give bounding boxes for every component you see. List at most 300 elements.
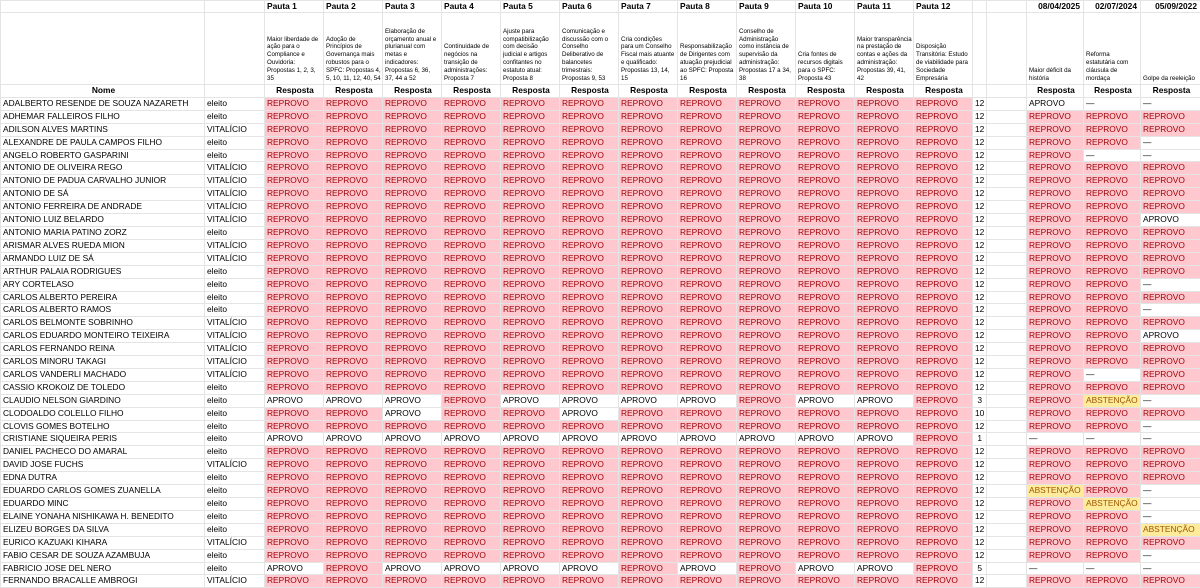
pauta-vote[interactable]: REPROVO bbox=[737, 162, 796, 175]
pauta-vote[interactable]: REPROVO bbox=[796, 175, 855, 188]
past-vote[interactable]: REPROVO bbox=[1027, 420, 1084, 433]
pauta-vote[interactable]: REPROVO bbox=[383, 214, 442, 227]
reprovo-count[interactable]: 12 bbox=[973, 420, 987, 433]
past-vote[interactable]: — bbox=[1141, 498, 1200, 511]
pauta-vote[interactable]: REPROVO bbox=[442, 304, 501, 317]
pauta-vote[interactable]: REPROVO bbox=[678, 407, 737, 420]
pauta-vote[interactable]: REPROVO bbox=[737, 252, 796, 265]
pauta-vote[interactable]: REPROVO bbox=[678, 485, 737, 498]
pauta-vote[interactable]: REPROVO bbox=[914, 446, 973, 459]
past-vote[interactable]: REPROVO bbox=[1027, 136, 1084, 149]
pauta-vote[interactable]: REPROVO bbox=[383, 252, 442, 265]
pauta-vote[interactable]: REPROVO bbox=[855, 201, 914, 214]
pauta-vote[interactable]: REPROVO bbox=[855, 575, 914, 588]
pauta-vote[interactable]: REPROVO bbox=[383, 356, 442, 369]
pauta-description[interactable]: Maior liberdade de ação para o Compliance e Ouvidoria: Propostas 1, 2, 3, 35 bbox=[265, 13, 324, 85]
pauta-title[interactable]: Pauta 5 bbox=[501, 1, 560, 13]
pauta-vote[interactable]: APROVO bbox=[855, 562, 914, 575]
pauta-vote[interactable]: REPROVO bbox=[855, 252, 914, 265]
pauta-vote[interactable]: REPROVO bbox=[501, 136, 560, 149]
pauta-vote[interactable]: REPROVO bbox=[796, 446, 855, 459]
reprovo-count[interactable]: 12 bbox=[973, 330, 987, 343]
resposta-header[interactable]: Resposta bbox=[855, 85, 914, 98]
past-vote[interactable]: REPROVO bbox=[1141, 536, 1200, 549]
pauta-vote[interactable]: REPROVO bbox=[560, 136, 619, 149]
pauta-vote[interactable]: REPROVO bbox=[501, 123, 560, 136]
past-vote[interactable]: REPROVO bbox=[1084, 472, 1141, 485]
past-vote[interactable]: REPROVO bbox=[1084, 252, 1141, 265]
member-status[interactable]: eleito bbox=[205, 472, 265, 485]
pauta-title[interactable]: Pauta 10 bbox=[796, 1, 855, 13]
past-vote[interactable]: REPROVO bbox=[1027, 394, 1084, 407]
past-vote[interactable]: REPROVO bbox=[1084, 343, 1141, 356]
pauta-vote[interactable]: REPROVO bbox=[442, 201, 501, 214]
pauta-vote[interactable]: REPROVO bbox=[678, 575, 737, 588]
pauta-vote[interactable]: REPROVO bbox=[442, 459, 501, 472]
pauta-vote[interactable]: REPROVO bbox=[796, 239, 855, 252]
pauta-vote[interactable]: APROVO bbox=[501, 562, 560, 575]
past-vote[interactable]: — bbox=[1027, 433, 1084, 446]
pauta-vote[interactable]: REPROVO bbox=[501, 175, 560, 188]
pauta-vote[interactable]: REPROVO bbox=[442, 485, 501, 498]
past-vote[interactable]: APROVO bbox=[1141, 330, 1200, 343]
past-vote[interactable]: REPROVO bbox=[1027, 407, 1084, 420]
pauta-vote[interactable]: REPROVO bbox=[501, 149, 560, 162]
pauta-vote[interactable]: REPROVO bbox=[796, 214, 855, 227]
pauta-vote[interactable]: REPROVO bbox=[796, 123, 855, 136]
pauta-vote[interactable]: REPROVO bbox=[442, 110, 501, 123]
pauta-vote[interactable]: REPROVO bbox=[324, 523, 383, 536]
vote-description[interactable]: Maior déficit da história bbox=[1027, 13, 1084, 85]
member-name[interactable]: EDNA DUTRA bbox=[1, 472, 205, 485]
pauta-vote[interactable]: REPROVO bbox=[796, 136, 855, 149]
past-vote[interactable]: REPROVO bbox=[1084, 291, 1141, 304]
pauta-vote[interactable]: REPROVO bbox=[383, 188, 442, 201]
pauta-vote[interactable]: REPROVO bbox=[796, 523, 855, 536]
pauta-vote[interactable]: REPROVO bbox=[855, 510, 914, 523]
past-vote[interactable]: REPROVO bbox=[1084, 201, 1141, 214]
pauta-vote[interactable]: REPROVO bbox=[796, 278, 855, 291]
past-vote[interactable]: REPROVO bbox=[1027, 252, 1084, 265]
pauta-vote[interactable]: REPROVO bbox=[914, 278, 973, 291]
pauta-vote[interactable]: REPROVO bbox=[501, 549, 560, 562]
pauta-vote[interactable]: REPROVO bbox=[619, 510, 678, 523]
pauta-vote[interactable]: REPROVO bbox=[265, 304, 324, 317]
pauta-vote[interactable]: REPROVO bbox=[442, 368, 501, 381]
pauta-vote[interactable]: REPROVO bbox=[442, 498, 501, 511]
pauta-vote[interactable]: REPROVO bbox=[737, 175, 796, 188]
pauta-vote[interactable]: REPROVO bbox=[737, 97, 796, 110]
pauta-vote[interactable]: REPROVO bbox=[560, 265, 619, 278]
resposta-header[interactable]: Resposta bbox=[324, 85, 383, 98]
pauta-vote[interactable]: REPROVO bbox=[501, 97, 560, 110]
member-name[interactable]: ADALBERTO RESENDE DE SOUZA NAZARETH bbox=[1, 97, 205, 110]
reprovo-count[interactable]: 12 bbox=[973, 149, 987, 162]
pauta-vote[interactable]: REPROVO bbox=[914, 536, 973, 549]
past-vote[interactable]: REPROVO bbox=[1027, 523, 1084, 536]
pauta-vote[interactable]: REPROVO bbox=[383, 472, 442, 485]
pauta-vote[interactable]: REPROVO bbox=[855, 472, 914, 485]
past-vote[interactable]: REPROVO bbox=[1141, 472, 1200, 485]
member-name[interactable]: DAVID JOSE FUCHS bbox=[1, 459, 205, 472]
past-vote[interactable]: REPROVO bbox=[1141, 459, 1200, 472]
past-vote[interactable]: REPROVO bbox=[1027, 343, 1084, 356]
member-name[interactable]: FABIO CESAR DE SOUZA AZAMBUJA bbox=[1, 549, 205, 562]
pauta-vote[interactable]: REPROVO bbox=[265, 381, 324, 394]
pauta-vote[interactable]: REPROVO bbox=[914, 123, 973, 136]
pauta-vote[interactable]: REPROVO bbox=[383, 446, 442, 459]
pauta-vote[interactable]: REPROVO bbox=[619, 446, 678, 459]
pauta-vote[interactable]: REPROVO bbox=[855, 188, 914, 201]
pauta-vote[interactable]: REPROVO bbox=[265, 214, 324, 227]
reprovo-count[interactable]: 12 bbox=[973, 136, 987, 149]
pauta-vote[interactable]: REPROVO bbox=[855, 265, 914, 278]
past-vote[interactable]: REPROVO bbox=[1027, 110, 1084, 123]
pauta-vote[interactable]: REPROVO bbox=[796, 162, 855, 175]
member-status[interactable]: eleito bbox=[205, 549, 265, 562]
reprovo-count[interactable]: 12 bbox=[973, 175, 987, 188]
pauta-vote[interactable]: REPROVO bbox=[560, 343, 619, 356]
pauta-vote[interactable]: APROVO bbox=[324, 394, 383, 407]
reprovo-count[interactable]: 12 bbox=[973, 472, 987, 485]
reprovo-count[interactable]: 12 bbox=[973, 549, 987, 562]
reprovo-count[interactable]: 12 bbox=[973, 446, 987, 459]
past-vote[interactable]: — bbox=[1141, 420, 1200, 433]
pauta-vote[interactable]: REPROVO bbox=[678, 510, 737, 523]
reprovo-count[interactable]: 12 bbox=[973, 575, 987, 588]
pauta-vote[interactable]: REPROVO bbox=[324, 459, 383, 472]
past-vote[interactable]: REPROVO bbox=[1141, 407, 1200, 420]
pauta-vote[interactable]: REPROVO bbox=[619, 97, 678, 110]
pauta-vote[interactable]: REPROVO bbox=[855, 523, 914, 536]
past-vote[interactable]: REPROVO bbox=[1084, 330, 1141, 343]
pauta-vote[interactable]: REPROVO bbox=[737, 381, 796, 394]
pauta-vote[interactable]: REPROVO bbox=[265, 368, 324, 381]
pauta-vote[interactable]: REPROVO bbox=[796, 459, 855, 472]
pauta-vote[interactable]: REPROVO bbox=[796, 304, 855, 317]
pauta-vote[interactable]: REPROVO bbox=[737, 498, 796, 511]
member-name[interactable]: ALEXANDRE DE PAULA CAMPOS FILHO bbox=[1, 136, 205, 149]
past-vote[interactable]: REPROVO bbox=[1027, 239, 1084, 252]
member-name[interactable]: CLOVIS GOMES BOTELHO bbox=[1, 420, 205, 433]
pauta-vote[interactable]: APROVO bbox=[560, 562, 619, 575]
reprovo-count[interactable]: 12 bbox=[973, 162, 987, 175]
resposta-header[interactable]: Resposta bbox=[1084, 85, 1141, 98]
pauta-vote[interactable]: REPROVO bbox=[796, 498, 855, 511]
pauta-vote[interactable]: REPROVO bbox=[619, 472, 678, 485]
pauta-vote[interactable]: REPROVO bbox=[501, 252, 560, 265]
pauta-vote[interactable]: REPROVO bbox=[265, 446, 324, 459]
past-vote[interactable]: REPROVO bbox=[1027, 381, 1084, 394]
past-vote[interactable]: REPROVO bbox=[1027, 317, 1084, 330]
pauta-vote[interactable]: REPROVO bbox=[855, 485, 914, 498]
pauta-vote[interactable]: REPROVO bbox=[678, 446, 737, 459]
pauta-vote[interactable]: REPROVO bbox=[560, 317, 619, 330]
past-vote[interactable]: REPROVO bbox=[1027, 226, 1084, 239]
pauta-vote[interactable]: REPROVO bbox=[324, 485, 383, 498]
pauta-vote[interactable]: REPROVO bbox=[855, 330, 914, 343]
pauta-vote[interactable]: REPROVO bbox=[383, 304, 442, 317]
pauta-vote[interactable]: REPROVO bbox=[442, 446, 501, 459]
pauta-vote[interactable]: REPROVO bbox=[796, 252, 855, 265]
pauta-vote[interactable]: REPROVO bbox=[678, 123, 737, 136]
pauta-vote[interactable]: REPROVO bbox=[737, 420, 796, 433]
pauta-vote[interactable]: REPROVO bbox=[324, 381, 383, 394]
pauta-vote[interactable]: REPROVO bbox=[324, 304, 383, 317]
pauta-vote[interactable]: REPROVO bbox=[442, 175, 501, 188]
past-vote[interactable]: REPROVO bbox=[1027, 368, 1084, 381]
past-vote[interactable]: REPROVO bbox=[1084, 459, 1141, 472]
pauta-vote[interactable]: REPROVO bbox=[265, 291, 324, 304]
pauta-vote[interactable]: REPROVO bbox=[796, 536, 855, 549]
pauta-vote[interactable]: REPROVO bbox=[383, 123, 442, 136]
pauta-vote[interactable]: REPROVO bbox=[442, 343, 501, 356]
past-vote[interactable]: — bbox=[1084, 562, 1141, 575]
pauta-vote[interactable]: REPROVO bbox=[796, 343, 855, 356]
pauta-vote[interactable]: APROVO bbox=[324, 433, 383, 446]
pauta-vote[interactable]: REPROVO bbox=[914, 175, 973, 188]
member-status[interactable]: eleito bbox=[205, 510, 265, 523]
pauta-vote[interactable]: REPROVO bbox=[914, 368, 973, 381]
pauta-vote[interactable]: APROVO bbox=[265, 562, 324, 575]
pauta-vote[interactable]: REPROVO bbox=[442, 278, 501, 291]
resposta-header[interactable]: Resposta bbox=[1027, 85, 1084, 98]
pauta-vote[interactable]: REPROVO bbox=[678, 149, 737, 162]
pauta-vote[interactable]: REPROVO bbox=[914, 394, 973, 407]
resposta-header[interactable]: Resposta bbox=[737, 85, 796, 98]
pauta-vote[interactable]: REPROVO bbox=[914, 265, 973, 278]
member-status[interactable]: VITALÍCIO bbox=[205, 239, 265, 252]
pauta-vote[interactable]: REPROVO bbox=[914, 214, 973, 227]
past-vote[interactable]: REPROVO bbox=[1084, 136, 1141, 149]
member-name[interactable]: ANTONIO DE OLIVEIRA REGO bbox=[1, 162, 205, 175]
member-status[interactable]: VITALÍCIO bbox=[205, 536, 265, 549]
pauta-vote[interactable]: REPROVO bbox=[560, 149, 619, 162]
pauta-vote[interactable]: REPROVO bbox=[619, 536, 678, 549]
pauta-description[interactable]: Continuidade de negócios na transição de administrações: Proposta 7 bbox=[442, 13, 501, 85]
pauta-vote[interactable]: REPROVO bbox=[619, 239, 678, 252]
pauta-vote[interactable]: REPROVO bbox=[442, 549, 501, 562]
past-vote[interactable]: — bbox=[1027, 562, 1084, 575]
pauta-vote[interactable]: REPROVO bbox=[265, 575, 324, 588]
reprovo-count[interactable]: 10 bbox=[973, 407, 987, 420]
pauta-vote[interactable]: REPROVO bbox=[265, 201, 324, 214]
pauta-vote[interactable]: REPROVO bbox=[383, 317, 442, 330]
pauta-vote[interactable]: REPROVO bbox=[501, 407, 560, 420]
pauta-vote[interactable]: REPROVO bbox=[678, 188, 737, 201]
vote-description[interactable]: Reforma estatutária com cláusula de mordaça bbox=[1084, 13, 1141, 85]
pauta-vote[interactable]: REPROVO bbox=[383, 575, 442, 588]
reprovo-count[interactable]: 3 bbox=[973, 394, 987, 407]
pauta-vote[interactable]: REPROVO bbox=[737, 356, 796, 369]
pauta-vote[interactable]: REPROVO bbox=[737, 278, 796, 291]
pauta-vote[interactable]: REPROVO bbox=[737, 394, 796, 407]
past-vote[interactable]: REPROVO bbox=[1141, 446, 1200, 459]
pauta-vote[interactable]: REPROVO bbox=[796, 317, 855, 330]
pauta-vote[interactable]: REPROVO bbox=[619, 368, 678, 381]
member-name[interactable]: ANTONIO DE SÁ bbox=[1, 188, 205, 201]
reprovo-count[interactable]: 5 bbox=[973, 562, 987, 575]
member-status[interactable]: eleito bbox=[205, 523, 265, 536]
pauta-vote[interactable]: REPROVO bbox=[619, 420, 678, 433]
member-name[interactable]: FABRICIO JOSE DEL NERO bbox=[1, 562, 205, 575]
past-vote[interactable]: — bbox=[1141, 304, 1200, 317]
pauta-vote[interactable]: REPROVO bbox=[619, 343, 678, 356]
past-vote[interactable]: REPROVO bbox=[1141, 175, 1200, 188]
pauta-vote[interactable]: REPROVO bbox=[324, 226, 383, 239]
pauta-vote[interactable]: REPROVO bbox=[737, 575, 796, 588]
pauta-vote[interactable]: REPROVO bbox=[855, 97, 914, 110]
pauta-vote[interactable]: REPROVO bbox=[619, 330, 678, 343]
pauta-vote[interactable]: REPROVO bbox=[855, 226, 914, 239]
pauta-vote[interactable]: REPROVO bbox=[324, 510, 383, 523]
pauta-vote[interactable]: REPROVO bbox=[737, 201, 796, 214]
vote-date[interactable]: 05/09/2022 bbox=[1141, 1, 1200, 13]
pauta-description[interactable]: Ajuste para compatibilização com decisão judicial e artigos confitantes no estatuto atual: Proposta 8 bbox=[501, 13, 560, 85]
pauta-vote[interactable]: REPROVO bbox=[442, 188, 501, 201]
pauta-description[interactable]: Adoção de Princípios de Governança mais robustos para o SPFC: Propostas 4, 5, 10, 11, 12, 40, 54 bbox=[324, 13, 383, 85]
pauta-vote[interactable]: REPROVO bbox=[855, 162, 914, 175]
member-status[interactable]: VITALÍCIO bbox=[205, 343, 265, 356]
pauta-vote[interactable]: REPROVO bbox=[560, 549, 619, 562]
pauta-vote[interactable]: REPROVO bbox=[737, 110, 796, 123]
pauta-vote[interactable]: REPROVO bbox=[855, 123, 914, 136]
pauta-vote[interactable]: REPROVO bbox=[796, 226, 855, 239]
pauta-vote[interactable]: REPROVO bbox=[442, 381, 501, 394]
pauta-vote[interactable]: REPROVO bbox=[914, 549, 973, 562]
resposta-header[interactable]: Resposta bbox=[1141, 85, 1200, 98]
pauta-vote[interactable]: REPROVO bbox=[737, 304, 796, 317]
member-name[interactable]: CARLOS ALBERTO RAMOS bbox=[1, 304, 205, 317]
pauta-vote[interactable]: REPROVO bbox=[619, 123, 678, 136]
member-name[interactable]: CARLOS FERNANDO REINA bbox=[1, 343, 205, 356]
pauta-vote[interactable]: REPROVO bbox=[914, 420, 973, 433]
past-vote[interactable]: REPROVO bbox=[1027, 265, 1084, 278]
member-status[interactable]: eleito bbox=[205, 226, 265, 239]
pauta-vote[interactable]: REPROVO bbox=[914, 239, 973, 252]
resposta-header[interactable]: Resposta bbox=[501, 85, 560, 98]
past-vote[interactable]: APROVO bbox=[1141, 214, 1200, 227]
pauta-vote[interactable]: REPROVO bbox=[855, 343, 914, 356]
pauta-vote[interactable]: REPROVO bbox=[383, 97, 442, 110]
member-name[interactable]: CLODOALDO COLELLO FILHO bbox=[1, 407, 205, 420]
pauta-vote[interactable]: REPROVO bbox=[855, 536, 914, 549]
pauta-description[interactable]: Conselho de Administração como instância de supervisão da administração: Propostas 17 a 34, 38 bbox=[737, 13, 796, 85]
pauta-vote[interactable]: REPROVO bbox=[914, 136, 973, 149]
member-name[interactable]: CASSIO KROKOIZ DE TOLEDO bbox=[1, 381, 205, 394]
pauta-vote[interactable]: REPROVO bbox=[796, 510, 855, 523]
member-name[interactable]: ARMANDO LUIZ DE SÁ bbox=[1, 252, 205, 265]
pauta-vote[interactable]: REPROVO bbox=[796, 575, 855, 588]
member-status[interactable]: eleito bbox=[205, 136, 265, 149]
pauta-vote[interactable]: REPROVO bbox=[324, 562, 383, 575]
pauta-vote[interactable]: REPROVO bbox=[678, 368, 737, 381]
pauta-vote[interactable]: REPROVO bbox=[265, 536, 324, 549]
past-vote[interactable]: REPROVO bbox=[1084, 304, 1141, 317]
past-vote[interactable]: REPROVO bbox=[1084, 407, 1141, 420]
pauta-vote[interactable]: REPROVO bbox=[501, 446, 560, 459]
pauta-vote[interactable]: REPROVO bbox=[678, 304, 737, 317]
pauta-vote[interactable]: APROVO bbox=[383, 562, 442, 575]
pauta-vote[interactable]: REPROVO bbox=[619, 265, 678, 278]
pauta-vote[interactable]: REPROVO bbox=[737, 343, 796, 356]
pauta-vote[interactable]: REPROVO bbox=[442, 291, 501, 304]
member-name[interactable]: ARY CORTELASO bbox=[1, 278, 205, 291]
pauta-vote[interactable]: REPROVO bbox=[383, 175, 442, 188]
pauta-vote[interactable]: REPROVO bbox=[265, 472, 324, 485]
pauta-vote[interactable]: REPROVO bbox=[560, 291, 619, 304]
pauta-vote[interactable]: REPROVO bbox=[678, 381, 737, 394]
pauta-vote[interactable]: REPROVO bbox=[619, 317, 678, 330]
member-name[interactable]: ELIZEU BORGES DA SILVA bbox=[1, 523, 205, 536]
past-vote[interactable]: REPROVO bbox=[1027, 278, 1084, 291]
reprovo-count[interactable]: 12 bbox=[973, 201, 987, 214]
member-status[interactable]: VITALÍCIO bbox=[205, 214, 265, 227]
past-vote[interactable]: REPROVO bbox=[1084, 162, 1141, 175]
pauta-vote[interactable]: REPROVO bbox=[383, 485, 442, 498]
pauta-vote[interactable]: REPROVO bbox=[383, 523, 442, 536]
pauta-vote[interactable]: REPROVO bbox=[619, 201, 678, 214]
member-status[interactable]: VITALÍCIO bbox=[205, 356, 265, 369]
member-name[interactable]: EURICO KAZUAKI KIHARA bbox=[1, 536, 205, 549]
pauta-vote[interactable]: REPROVO bbox=[324, 278, 383, 291]
pauta-vote[interactable]: REPROVO bbox=[914, 407, 973, 420]
pauta-vote[interactable]: REPROVO bbox=[678, 291, 737, 304]
pauta-vote[interactable]: REPROVO bbox=[914, 472, 973, 485]
member-status[interactable]: VITALÍCIO bbox=[205, 175, 265, 188]
pauta-vote[interactable]: REPROVO bbox=[442, 317, 501, 330]
reprovo-count[interactable]: 12 bbox=[973, 97, 987, 110]
vote-date[interactable]: 08/04/2025 bbox=[1027, 1, 1084, 13]
member-status[interactable]: eleito bbox=[205, 420, 265, 433]
pauta-vote[interactable]: REPROVO bbox=[678, 549, 737, 562]
pauta-vote[interactable]: APROVO bbox=[560, 394, 619, 407]
member-status[interactable]: VITALÍCIO bbox=[205, 459, 265, 472]
pauta-vote[interactable]: REPROVO bbox=[265, 188, 324, 201]
pauta-vote[interactable]: REPROVO bbox=[442, 239, 501, 252]
pauta-vote[interactable]: REPROVO bbox=[560, 252, 619, 265]
pauta-vote[interactable]: REPROVO bbox=[560, 123, 619, 136]
past-vote[interactable]: — bbox=[1141, 136, 1200, 149]
pauta-vote[interactable]: REPROVO bbox=[855, 356, 914, 369]
pauta-vote[interactable]: REPROVO bbox=[678, 265, 737, 278]
resposta-header[interactable]: Resposta bbox=[265, 85, 324, 98]
pauta-vote[interactable]: REPROVO bbox=[442, 162, 501, 175]
past-vote[interactable]: REPROVO bbox=[1084, 317, 1141, 330]
pauta-vote[interactable]: REPROVO bbox=[501, 510, 560, 523]
reprovo-count[interactable]: 12 bbox=[973, 381, 987, 394]
past-vote[interactable]: ABSTENÇÃO bbox=[1084, 498, 1141, 511]
pauta-vote[interactable]: REPROVO bbox=[383, 110, 442, 123]
member-status[interactable]: eleito bbox=[205, 394, 265, 407]
member-status[interactable]: eleito bbox=[205, 433, 265, 446]
pauta-vote[interactable]: REPROVO bbox=[560, 356, 619, 369]
pauta-vote[interactable]: REPROVO bbox=[737, 536, 796, 549]
member-status[interactable]: eleito bbox=[205, 407, 265, 420]
pauta-vote[interactable]: REPROVO bbox=[678, 110, 737, 123]
pauta-vote[interactable]: REPROVO bbox=[383, 343, 442, 356]
pauta-vote[interactable]: REPROVO bbox=[737, 123, 796, 136]
member-status[interactable]: VITALÍCIO bbox=[205, 123, 265, 136]
pauta-vote[interactable]: REPROVO bbox=[737, 188, 796, 201]
pauta-vote[interactable]: REPROVO bbox=[796, 265, 855, 278]
vote-description[interactable]: Golpe da reeleição bbox=[1141, 13, 1200, 85]
pauta-vote[interactable]: REPROVO bbox=[501, 214, 560, 227]
past-vote[interactable]: REPROVO bbox=[1027, 188, 1084, 201]
pauta-vote[interactable]: REPROVO bbox=[265, 265, 324, 278]
pauta-vote[interactable]: REPROVO bbox=[560, 510, 619, 523]
member-status[interactable]: VITALÍCIO bbox=[205, 317, 265, 330]
